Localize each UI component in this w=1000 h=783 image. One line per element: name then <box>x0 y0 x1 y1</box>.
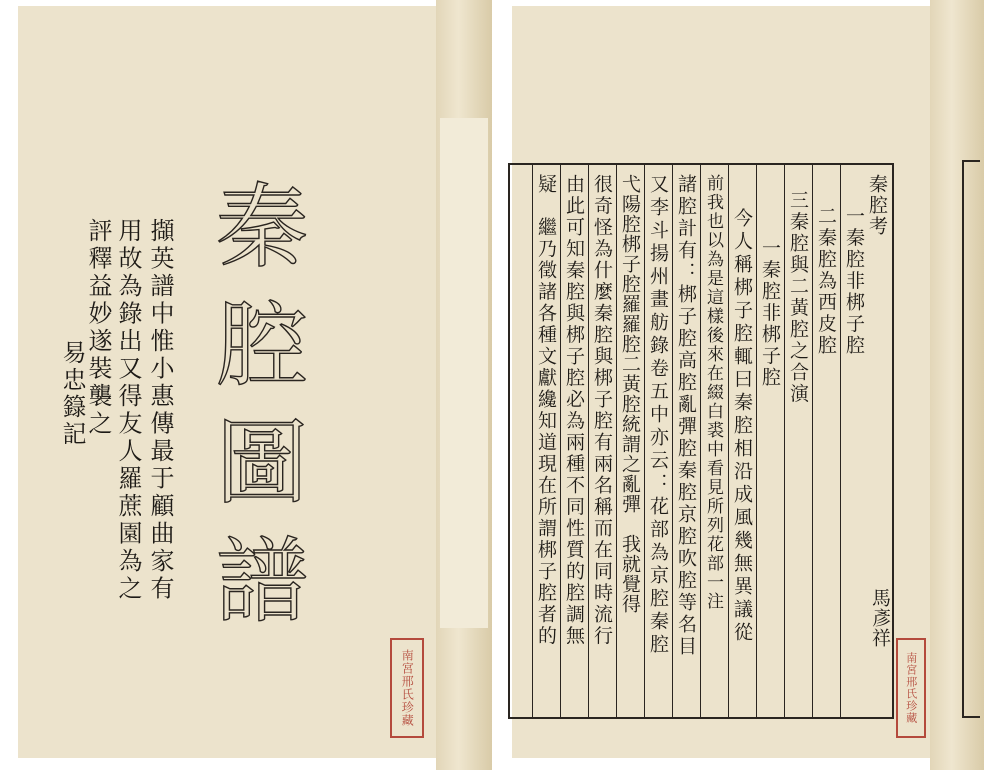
column-rule <box>840 165 841 717</box>
column-rule <box>784 165 785 717</box>
toc-item-1: 一秦腔非梆子腔 <box>843 206 865 357</box>
book-title: 秦腔圖譜 <box>201 178 308 650</box>
body-line-2: 前我也以為是這樣後來在綴白裘中看見所列花部一注 <box>703 174 723 611</box>
column-rule <box>532 165 533 717</box>
section-title: 一秦腔非梆子腔 <box>759 238 781 389</box>
body-line-1: 今人稱梆子腔輒曰秦腔相沿成風幾無異議從 <box>731 208 753 645</box>
collector-seal-left: 南宮邢氏珍藏 <box>390 638 424 738</box>
body-line-3: 諸腔計有：梆子腔高腔亂彈腔秦腔京腔吹腔等名目 <box>675 174 697 658</box>
author-name: 馬彥祥 <box>869 588 891 648</box>
column-rule <box>756 165 757 717</box>
body-line-4: 又李斗揚州畫舫錄卷五中亦云：花部為京腔秦腔 <box>647 174 669 657</box>
body-line-6: 很奇怪為什麼秦腔與梆子腔有兩名稱而在同時流行 <box>591 174 613 647</box>
colophon-signature: 易忠籙記 <box>58 340 86 448</box>
colophon-line-1: 擷英譜中惟小惠傳最于顧曲家有 <box>146 218 174 603</box>
collector-seal-right: 南宮邢氏珍藏 <box>896 638 926 738</box>
colophon-line-3: 評釋益妙遂裝襲之 <box>84 218 112 438</box>
column-rule <box>588 165 589 717</box>
column-rule <box>560 165 561 717</box>
column-rule <box>728 165 729 717</box>
page-heading: 秦腔考 <box>866 174 888 237</box>
body-line-7: 由此可知秦腔與梆子腔必為兩種不同性質的腔調無 <box>563 174 585 647</box>
column-rule <box>700 165 701 717</box>
column-rule <box>812 165 813 717</box>
frame-outer-edge <box>962 160 980 718</box>
colophon-line-2: 用故為錄出又得友人羅蔗園為之 <box>114 218 142 603</box>
body-line-5: 弋陽腔梆子腔羅羅腔二黃腔統謂之亂彈 我就覺得 <box>619 174 641 614</box>
toc-item-3: 三秦腔與二黃腔之合演 <box>787 190 809 405</box>
column-rule <box>644 165 645 717</box>
left-spine-band <box>440 118 488 628</box>
body-line-8: 疑 繼乃徵諸各種文獻纔知道現在所謂梆子腔者的 <box>535 174 557 647</box>
toc-item-2: 二秦腔為西皮腔 <box>815 206 837 357</box>
column-rule <box>616 165 617 717</box>
column-rule <box>672 165 673 717</box>
